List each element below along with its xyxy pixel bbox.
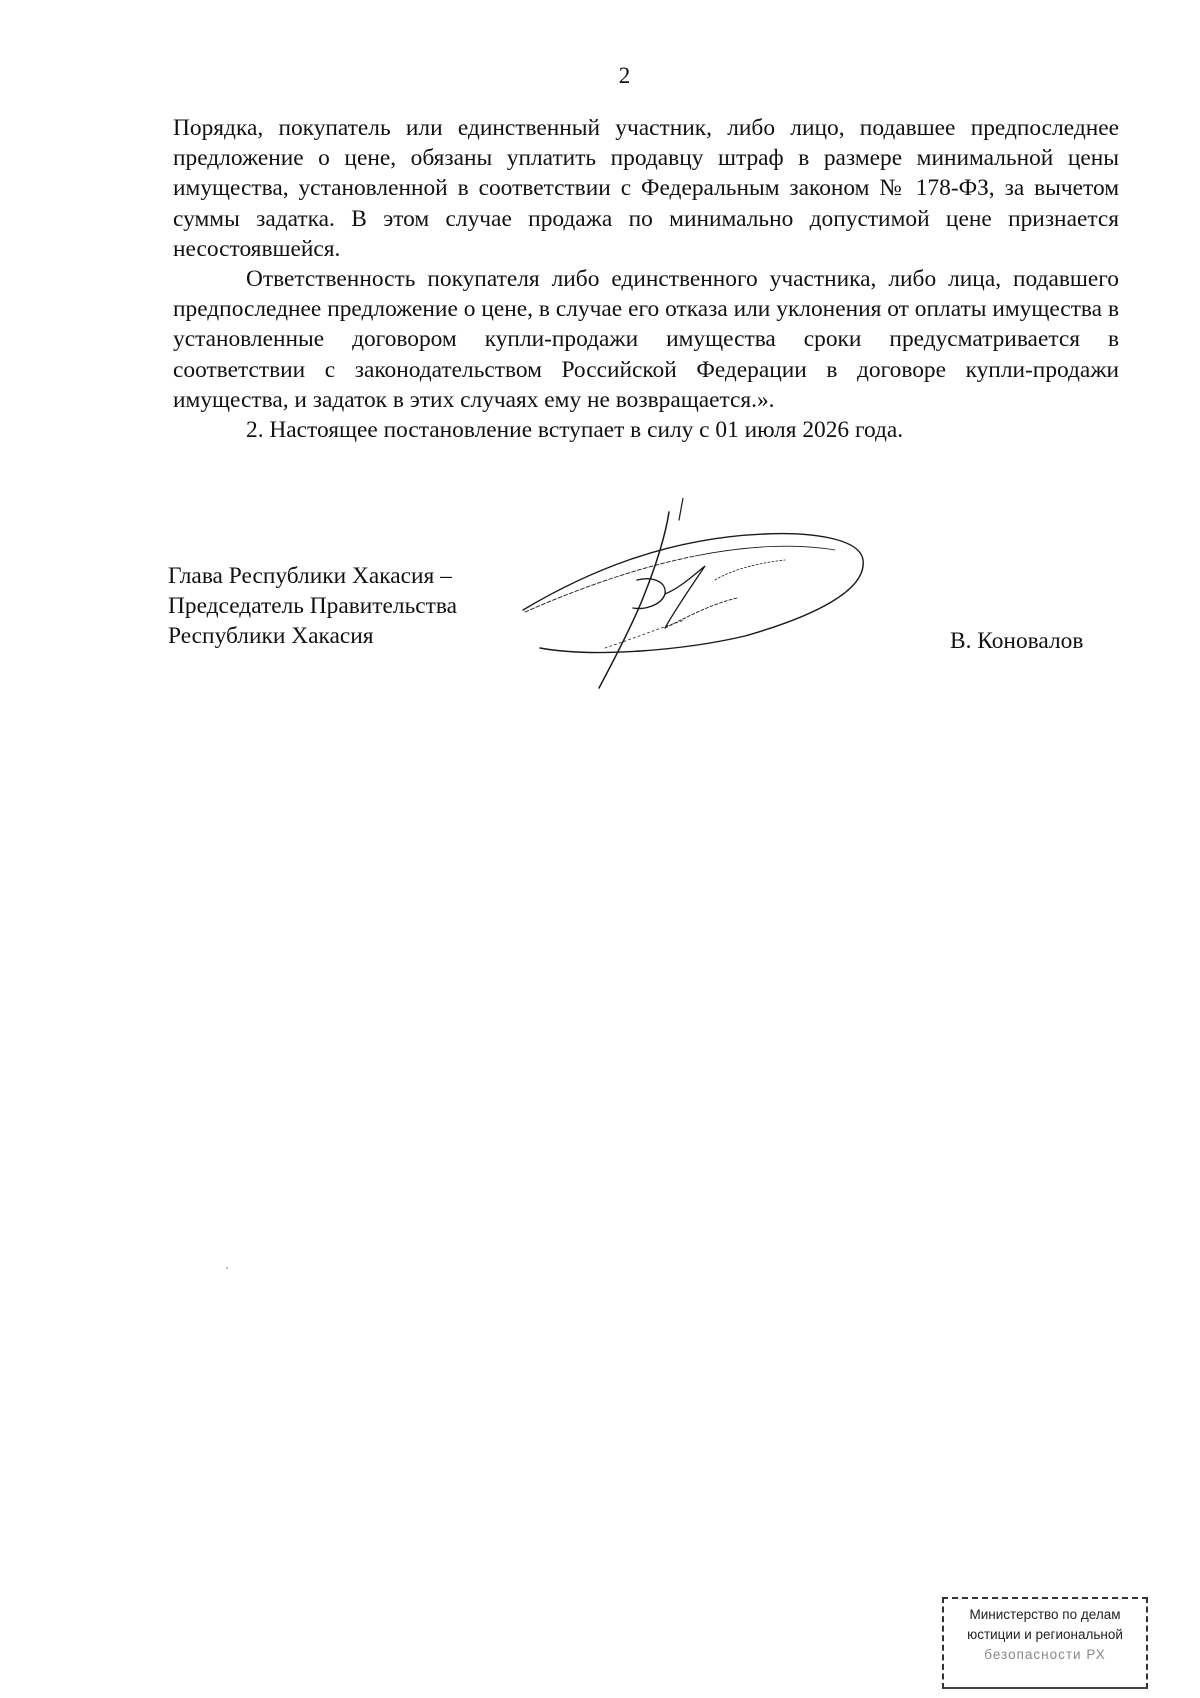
page-number: 2 (618, 63, 631, 88)
handwritten-signature (515, 498, 875, 698)
scan-speck (226, 1267, 228, 1269)
paragraph-penalty: Порядка, покупатель или единственный участник, либо лицо, подавшее предпоследнее предложение о цене, обязаны уплатить продавцу штраф в размере минимальной цены имущества, установленной в соответствии с Федеральным законом № 178-ФЗ, за вычетом суммы задатка. В этом случае продажа по минимально допустимой цене признается несостоявшейся. (173, 115, 1119, 262)
document-body (173, 113, 1119, 445)
signatory-title-line: Председатель Правительства (168, 593, 457, 619)
paragraph-effective-date: 2. Настоящее постановление вступает в силу с 01 июля 2026 года. (246, 417, 904, 444)
signatory-title (168, 561, 457, 651)
stamp-line: безопасности РХ (984, 1647, 1106, 1662)
signatory-title-line: Республики Хакасия (168, 623, 374, 649)
signatory-title-line: Глава Республики Хакасия – (168, 563, 452, 589)
paragraph-responsibility: Ответственность покупателя либо единственного участника, либо лица, подавшего предпоследнее предложение о цене, в случае его отказа или уклонения от оплаты имущества в установленные договором купли-продажи имущества сроки предусматривается в соответствии с законодательством Российской Федерации в договоре купли-продажи имущества, и задаток в этих случаях ему не возвращается.». (173, 266, 1119, 413)
stamp-line: юстиции и региональной (967, 1627, 1123, 1642)
stamp-line: Министерство по делам (969, 1607, 1121, 1622)
signatory-name: В. Коновалов (950, 628, 1084, 654)
registration-stamp (942, 1597, 1148, 1689)
